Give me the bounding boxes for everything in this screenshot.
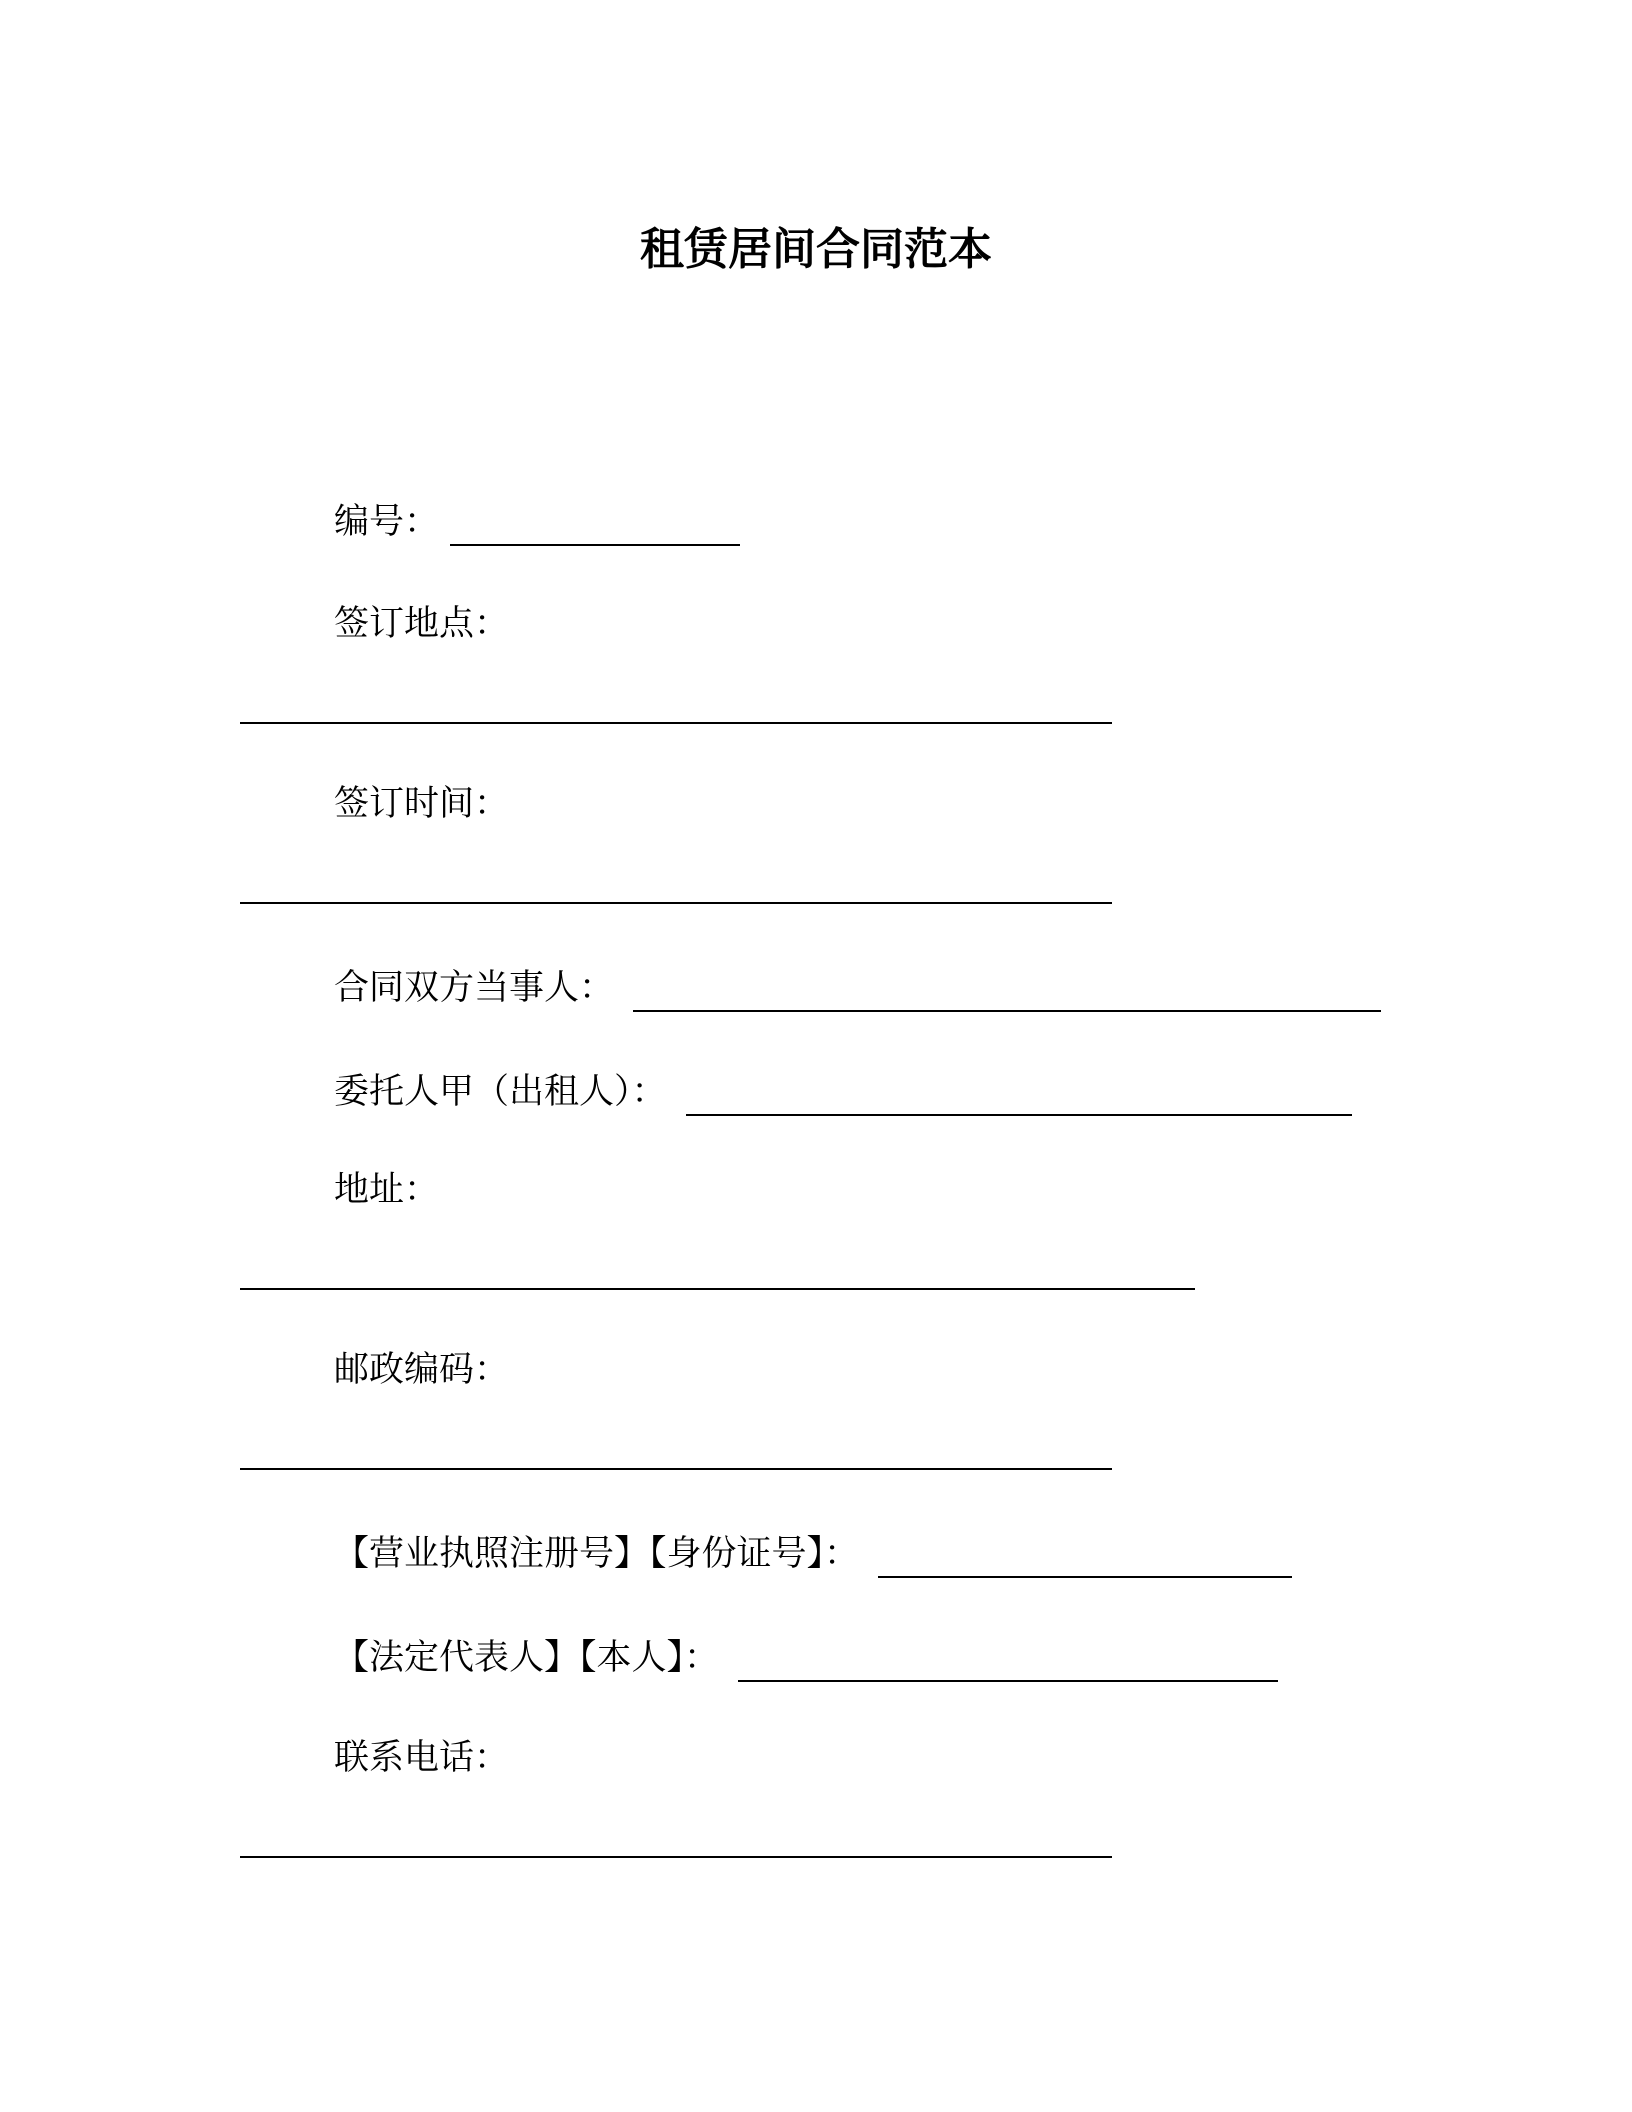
signing-time-blank[interactable] [240, 902, 1112, 904]
parties-row [334, 964, 1381, 1012]
license-id-label: 【营业执照注册号】【身份证号】： [334, 1534, 860, 1574]
signing-place-blank[interactable] [240, 722, 1112, 724]
license-id-blank[interactable] [878, 1540, 1292, 1578]
legal-rep-row [334, 1634, 1278, 1682]
number-row [334, 498, 740, 546]
parties-blank[interactable] [633, 974, 1381, 1012]
signing-place-row [334, 600, 509, 648]
signing-time-row [334, 780, 509, 828]
legal-rep-label: 【法定代表人】【本人】： [334, 1638, 720, 1678]
phone-row [334, 1734, 509, 1782]
phone-label: 联系电话： [334, 1738, 510, 1778]
signing-time-label: 签订时间： [334, 784, 510, 824]
phone-blank[interactable] [240, 1856, 1112, 1858]
signing-place-label: 签订地点： [334, 604, 510, 644]
principal-a-blank[interactable] [686, 1078, 1352, 1116]
principal-a-label: 委托人甲（出租人）： [334, 1072, 667, 1112]
legal-rep-blank[interactable] [738, 1644, 1278, 1682]
principal-a-row [334, 1068, 1352, 1116]
license-id-row [334, 1530, 1292, 1578]
number-blank[interactable] [450, 508, 740, 546]
parties-label: 合同双方当事人： [334, 968, 615, 1008]
postal-code-row [334, 1346, 509, 1394]
postal-code-blank[interactable] [240, 1468, 1112, 1470]
address-blank[interactable] [240, 1288, 1195, 1290]
document-title: 租赁居间合同范本 [640, 224, 992, 275]
address-label: 地址： [334, 1170, 440, 1210]
postal-code-label: 邮政编码： [334, 1350, 510, 1390]
number-label: 编号： [334, 502, 440, 542]
address-row [334, 1166, 439, 1214]
